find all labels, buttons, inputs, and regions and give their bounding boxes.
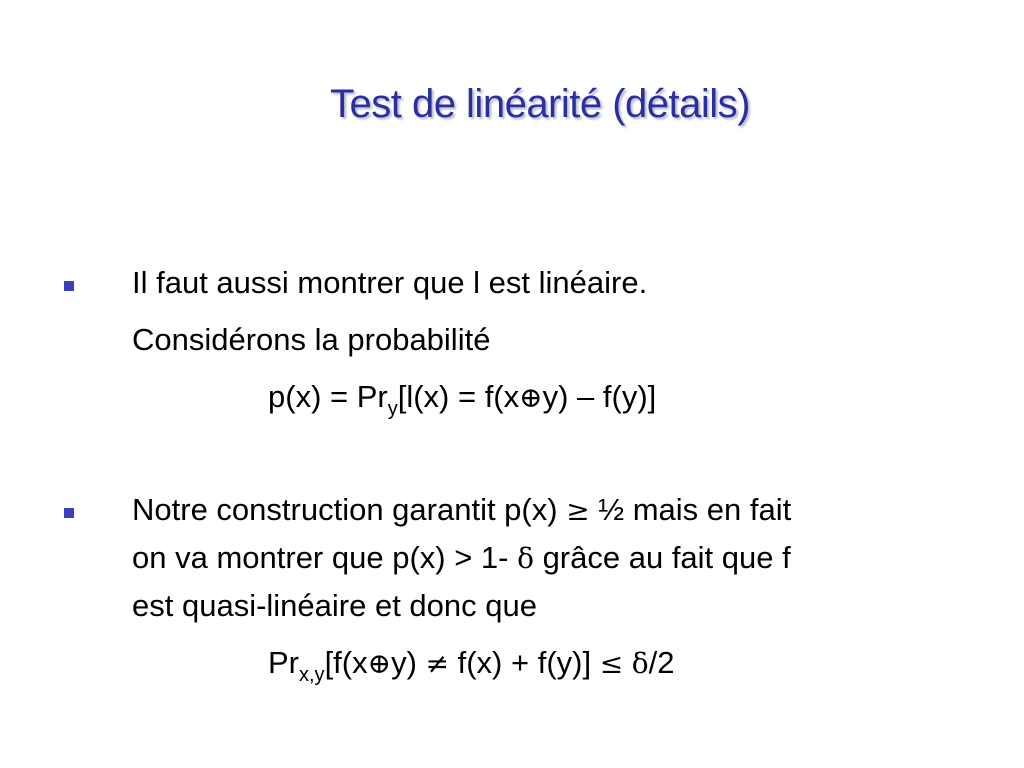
formula-text: Pr — [268, 645, 299, 680]
formula-text: [f(x — [324, 645, 368, 680]
bullet2-text: grâce au fait que f — [533, 540, 791, 575]
formula-subscript: y — [387, 398, 398, 420]
bullet2-line1 — [132, 491, 791, 530]
bullet2-text: Notre construction garantit p(x) — [132, 492, 567, 527]
bullet1-line2: Considérons la probabilité — [132, 322, 491, 357]
formula-text: y) – f(y)] — [542, 379, 657, 414]
formula-text: y) — [391, 645, 426, 680]
bullet-marker-1 — [64, 281, 74, 291]
oplus-symbol: ⊕ — [519, 381, 543, 414]
formula-text: [l(x) = f(x — [397, 379, 520, 414]
formula-subscript: x,y — [299, 664, 325, 686]
oplus-symbol: ⊕ — [367, 647, 392, 680]
delta-symbol: δ — [631, 647, 649, 680]
neq-symbol: ≠ — [425, 647, 449, 680]
bullet-marker-2 — [64, 508, 74, 518]
bullet2-line3: est quasi-linéaire et donc que — [132, 588, 537, 623]
slide-title: Test de linéarité (détails) — [329, 82, 751, 126]
delta-symbol: δ — [517, 542, 534, 575]
formula-text: f(x) + f(y)] — [449, 645, 600, 680]
leq-symbol: ≤ — [599, 647, 624, 680]
bullet2-text: ½ mais en fait — [589, 492, 792, 527]
formula-text: /2 — [648, 645, 675, 680]
formula-text: p(x) = Pr — [268, 379, 388, 414]
bullet2-text: on va montrer que p(x) > 1- — [132, 540, 518, 575]
formula-bound — [268, 644, 675, 686]
bullet2-line2 — [132, 539, 791, 578]
formula-probability — [268, 378, 657, 420]
formula-text — [623, 645, 632, 680]
bullet1-line1: Il faut aussi montrer que l est linéaire. — [132, 265, 648, 300]
geq-symbol: ≥ — [566, 494, 590, 527]
